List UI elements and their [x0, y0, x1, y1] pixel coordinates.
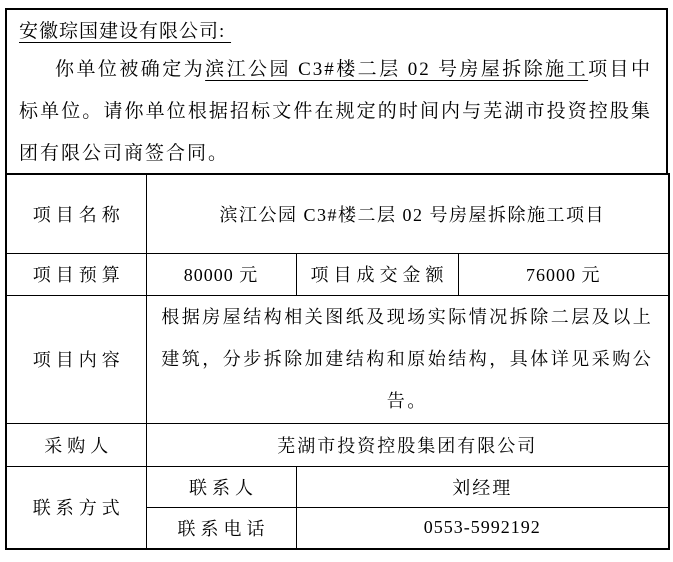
notice-body-prefix: 你单位被确定为: [55, 59, 206, 80]
contact-person-value: 刘经理: [296, 466, 669, 507]
notice-paragraph: [19, 49, 652, 173]
recipient-line: [19, 17, 652, 47]
contact-phone-value: 0553-5992192: [296, 507, 669, 549]
table-row-project-name: [6, 174, 669, 253]
table-row-contact-person: [6, 466, 669, 507]
notice-body-suffix: 项目中标单位。请你单位根据招标文件在规定的时间内与芜湖市投资控股集团有限公司商签合同。: [19, 59, 652, 164]
purchaser-label: 采购人: [6, 423, 146, 466]
budget-value: 80000 元: [146, 253, 296, 295]
budget-label: 项目预算: [6, 253, 146, 295]
deal-amount-value: 76000 元: [458, 253, 669, 295]
table-row-purchaser: [6, 423, 669, 466]
notice-text-block: [5, 8, 668, 173]
contact-person-label: 联系人: [146, 466, 296, 507]
project-name-label: 项目名称: [6, 174, 146, 253]
project-content-label: 项目内容: [6, 295, 146, 423]
notice-project-name-underlined: 滨江公园 C3#楼二层 02 号房屋拆除施工: [205, 59, 589, 80]
table-row-project-content: [6, 295, 669, 423]
contact-label: 联系方式: [6, 466, 146, 549]
award-details-table: [5, 173, 670, 550]
project-name-value: 滨江公园 C3#楼二层 02 号房屋拆除施工项目: [146, 174, 669, 253]
award-notice-sheet: [5, 8, 668, 550]
table-row-budget: [6, 253, 669, 295]
deal-amount-label: 项目成交金额: [296, 253, 458, 295]
purchaser-value: 芜湖市投资控股集团有限公司: [146, 423, 669, 466]
project-content-value: 根据房屋结构相关图纸及现场实际情况拆除二层及以上建筑，分步拆除加建结构和原始结构，具体详见采购公告。: [146, 295, 669, 423]
recipient-company-name: 安徽琮国建设有限公司:: [19, 21, 232, 42]
contact-phone-label: 联系电话: [146, 507, 296, 549]
